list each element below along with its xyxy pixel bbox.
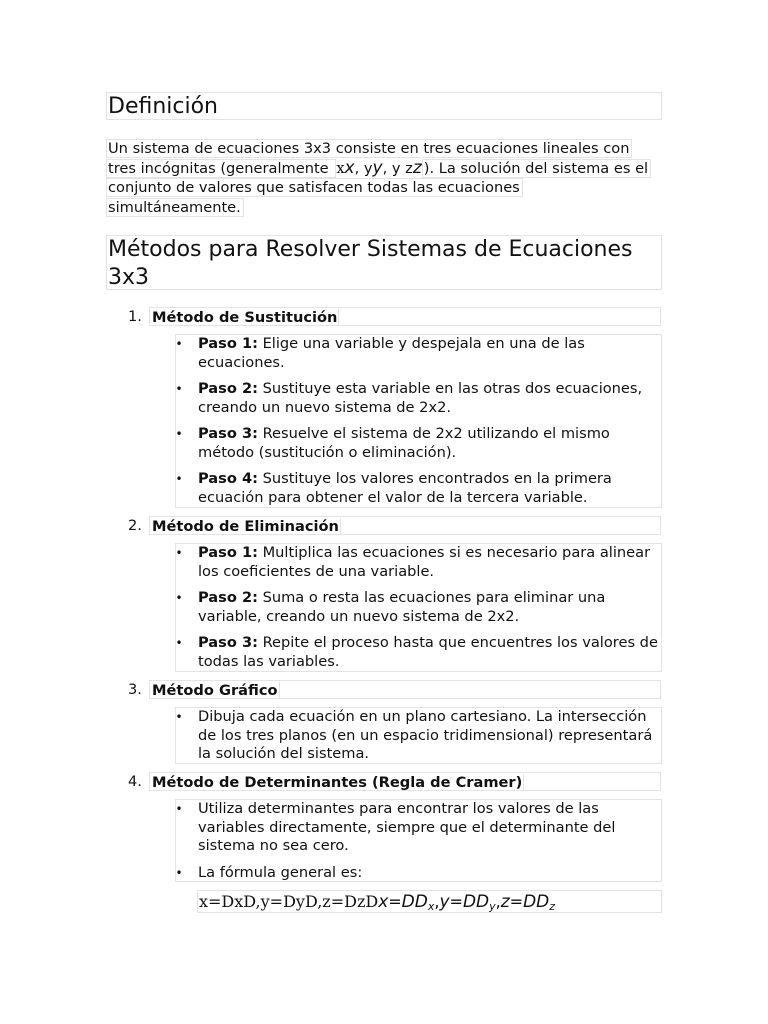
method-2 [128,516,339,535]
separator-2: , y z [382,159,413,177]
formula-y: y [439,892,450,912]
method-number: 4. [128,773,142,790]
var-x-math: x [344,157,355,178]
method-number: 3. [128,681,142,698]
method-number: 1. [128,308,142,325]
method-1 [128,307,338,326]
formula-eq: = [509,892,524,911]
bullet-icon: • [175,546,183,560]
formula-dd: DD [401,892,428,912]
separator-1: , y [354,159,373,177]
method-4-steps [175,799,662,882]
method-3 [128,680,278,699]
list-item: • Utiliza determinantes para encontrar los valores de las variables directamente, siempre que el determinante del sistema no sea cero. [175,800,616,854]
bullet-icon: • [175,710,183,724]
formula-sub-z: z [549,900,556,913]
var-z-math: z [412,157,422,178]
formula-eq: = [388,892,402,911]
cramer-formula [197,890,662,913]
method-1-steps [175,334,662,508]
list-item: • Paso 3: Repite el proceso hasta que encuentres los valores de todas las variables. [175,634,658,670]
var-y-math: y [372,157,383,178]
formula-comma: , [495,892,501,911]
method-3-steps [175,707,662,764]
list-item: • Paso 3: Resuelve el sistema de 2x2 utilizando el mismo método (sustitución o eliminación). [175,425,610,461]
method-title: Método de Determinantes (Regla de Cramer) [149,772,661,791]
method-2-steps [175,543,662,672]
bullet-icon: • [175,337,183,351]
bullet-icon: • [175,427,183,441]
paragraph-text-1: Un sistema de ecuaciones 3x3 consiste en tres ecuaciones lineales con tres incógnitas (generalmente [106,139,632,178]
formula-dd: DD [523,892,550,912]
list-item: • La fórmula general es: [175,863,363,881]
formula-comma: , [434,892,440,911]
method-title: Método Gráfico [149,680,661,699]
bullet-icon: • [175,802,183,816]
methods-heading: Métodos para Resolver Sistemas de Ecuaciones 3x3 [106,235,662,290]
method-title: Método de Sustitución [149,307,661,326]
var-x-plain: x [336,159,345,177]
list-item: • Paso 1: Elige una variable y despejala en una de las ecuaciones. [175,335,585,371]
formula-z: z [500,892,510,912]
formula-sub-y: y [489,900,496,913]
bullet-icon: • [175,382,183,396]
formula-sub-x: x [427,900,435,913]
method-title: Método de Eliminación [149,516,661,535]
list-item: • Paso 2: Sustituye esta variable en las otras dos ecuaciones, creando un nuevo sistema de 2x2. [175,380,643,416]
list-item: • Paso 4: Sustituye los valores encontrados en la primera ecuación para obtener el valor de la tercera variable. [175,470,612,506]
formula-plain: x=DxD,y=DyD,z=DzD [199,892,379,911]
definition-paragraph [106,139,654,217]
method-4 [128,772,523,791]
formula-dd: DD [462,892,490,912]
bullet-icon: • [175,472,183,486]
paragraph-text-2: ). La solución del sistema es el conjunto de valores que satisfacen todas las ecuaciones simultáneamente. [106,159,651,217]
formula-x: x [378,892,389,912]
list-item: • Paso 2: Suma o resta las ecuaciones para eliminar una variable, creando un nuevo sistema de 2x2. [175,589,606,625]
formula-eq: = [449,892,463,911]
bullet-icon: • [175,865,183,880]
bullet-icon: • [175,591,183,605]
bullet-icon: • [175,636,183,650]
method-number: 2. [128,517,142,534]
list-item: • Paso 1: Multiplica las ecuaciones si es necesario para alinear los coeficientes de una variable. [175,544,651,580]
definition-heading: Definición [106,92,662,120]
list-item: • Dibuja cada ecuación en un plano cartesiano. La intersección de los tres planos (en un espacio tridimensional) representará la solución del sistema. [175,708,653,762]
